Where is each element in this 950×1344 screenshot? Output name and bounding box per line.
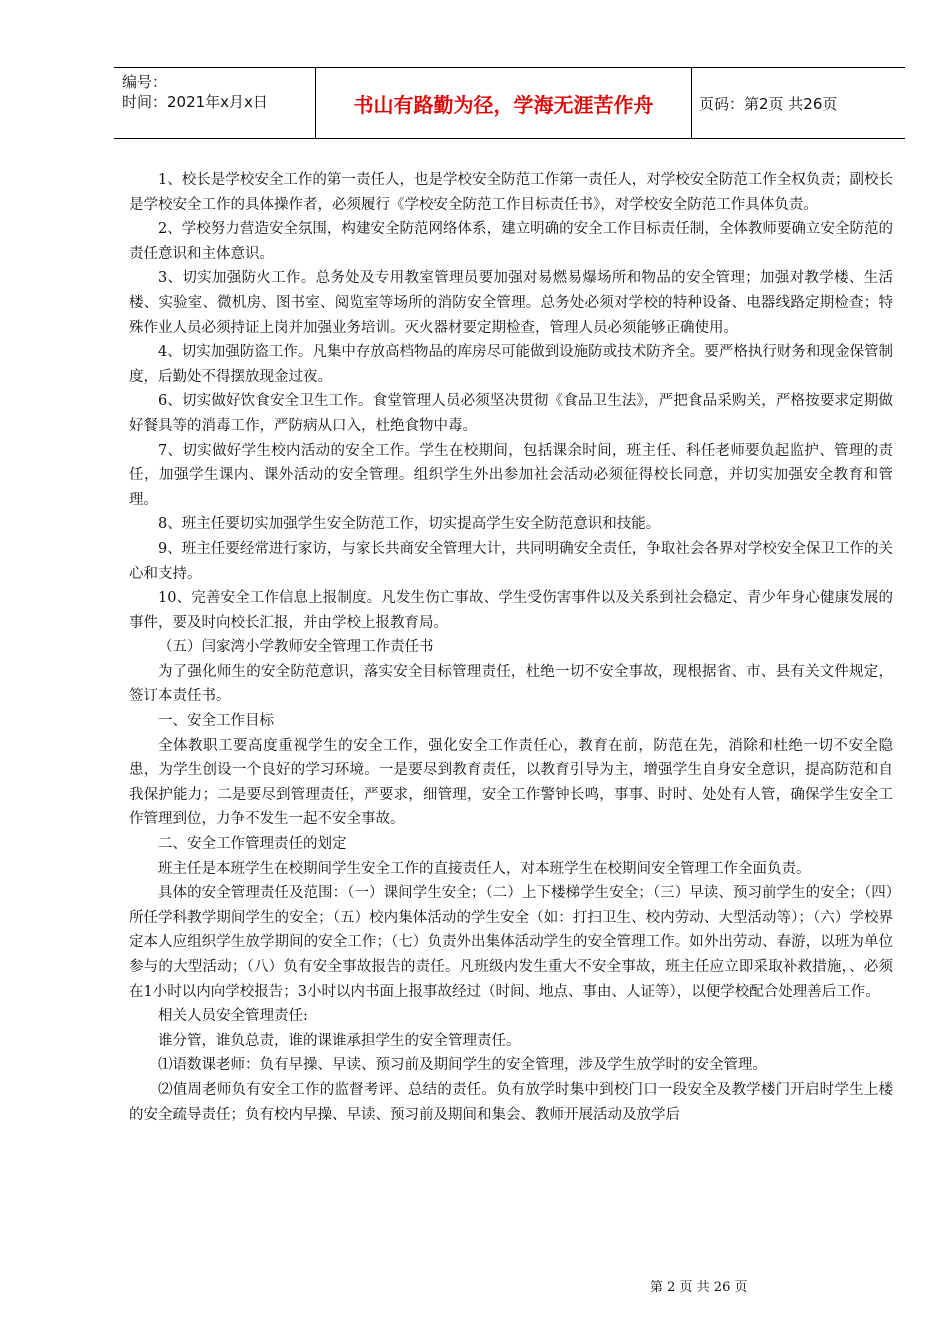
paragraph: 班主任是本班学生在校期间学生安全工作的直接责任人，对本班学生在校期间安全管理工作全面负责。 — [158, 860, 811, 877]
paragraph: 10、完善安全工作信息上报制度。凡发生伤亡事故、学生受伤害事件以及关系到社会稳定、青少年身心健康发展的事件，要及时向校长汇报，并由学校上报教育局。 — [129, 590, 893, 631]
paragraph: 谁分管，谁负总责，谁的课谁承担学生的安全管理责任。 — [158, 1032, 521, 1049]
paragraph: 为了强化师生的安全防范意识，落实安全目标管理责任，杜绝一切不安全事故，现根据省、市、县有关文件规定，签订本责任书。 — [129, 663, 893, 705]
paragraph: 4、切实加强防盗工作。凡集中存放高档物品的库房尽可能做到设施防或技术防齐全。要严格执行财务和现金保管制度，后勤处不得摆放现金过夜。 — [129, 344, 893, 385]
document-time: 时间：2021年x月x日 — [122, 93, 268, 111]
paragraph: 相关人员安全管理责任: — [158, 1008, 308, 1025]
header-page-info: 页码：第2页 共26页 — [699, 94, 838, 113]
paragraph: 全体教职工要高度重视学生的安全工作，强化安全工作责任心，教育在前，防范在先，消除和杜绝一切不安全隐患，为学生创设一个良好的学习环境。一是要尽到教育责任，以教育引导为主，增强学生自身安全意识，提高防范和自我保护能力；二是要尽到管理责任，严要求，细管理，安全工作警钟长鸣，事事、时时、处处有人管，确保学生安全工作管理到位，力争不发生一起不安全事故。 — [129, 737, 893, 828]
page-footer: 第 2 页 共 26 页 — [650, 1280, 748, 1295]
header-divider — [691, 68, 692, 138]
paragraph: ⑵值周老师负有安全工作的监督考评、总结的责任。负有放学时集中到校门口一段安全及教学楼门开启时学生上楼的安全疏导责任；负有校内早操、早读、预习前及期间和集会、教师开展活动及放学后 — [129, 1081, 893, 1123]
paragraph: 1、校长是学校安全工作的第一责任人，也是学校安全防范工作第一责任人，对学校安全防范工作全权负责；副校长是学校安全工作的具体操作者，必须履行《学校安全防范工作目标责任书》，对学校安全防范工作具体负责。 — [129, 172, 893, 213]
paragraph: ⑴语数课老师：负有早操、早读、预习前及期间学生的安全管理，涉及学生放学时的安全管理。 — [158, 1057, 767, 1074]
paragraph: 2、学校努力营造安全氛围，构建安全防范网络体系，建立明确的安全工作目标责任制，全体教师要确立安全防范的责任意识和主体意识。 — [129, 221, 893, 262]
paragraph: 7、切实做好学生校内活动的安全工作。学生在校期间，包括课余时间，班主任、科任老师要负起监护、管理的责任，加强学生课内、课外活动的安全管理。组织学生外出参加社会活动必须征得校长同意，并切实加强安全教育和管理。 — [129, 442, 893, 508]
header-meta — [122, 72, 268, 112]
section-heading: 二、安全工作管理责任的划定 — [158, 836, 347, 853]
header-motto: 书山有路勤为径，学海无涯苦作舟 — [353, 92, 654, 117]
paragraph: 9、班主任要经常进行家访，与家长共商安全管理大计，共同明确安全责任，争取社会各界对学校安全保卫工作的关心和支持。 — [129, 540, 893, 582]
section-heading: （五）闫家湾小学教师安全管理工作责任书 — [158, 639, 434, 656]
document-body — [129, 168, 893, 1127]
paragraph: 8、班主任要切实加强学生安全防范工作，切实提高学生安全防范意识和技能。 — [158, 516, 661, 533]
paragraph: 具体的安全管理责任及范围：（一）课间学生安全；（二）上下楼梯学生安全；（三）早读、预习前学生的安全；（四）所任学科教学期间学生的安全；（五）校内集体活动的学生安全（如：打扫卫生、校内劳动、大型活动等）；（六）学校界定本人应组织学生放学期间的安全工作；（七）负责外出集体活动学生的安全管理工作。如外出劳动、春游，以班为单位参与的大型活动；（八）负有安全事故报告的责任。凡班级内发生重大不安全事故，班主任应立即采取补救措施，、必须在1小时以内向学校报告；3小时以内书面上报事故经过（时间、地点、事由、人证等），以便学校配合处理善后工作。 — [129, 885, 893, 1000]
paragraph: 6、切实做好饮食安全卫生工作。食堂管理人员必须坚决贯彻《食品卫生法》，严把食品采购关，严格按要求定期做好餐具等的消毒工作，严防病从口入，杜绝食物中毒。 — [129, 393, 893, 434]
document-number: 编号： — [122, 73, 168, 91]
page-header — [114, 67, 905, 139]
section-heading: 一、安全工作目标 — [158, 713, 274, 730]
paragraph: 3、切实加强防火工作。总务处及专用教室管理员要加强对易燃易爆场所和物品的安全管理；加强对教学楼、生活楼、实验室、微机房、图书室、阅览室等场所的消防安全管理。总务处必须对学校的特种设备、电器线路定期检查；特殊作业人员必须持证上岗并加强业务培训。灭火器材要定期检查，管理人员必须能够正确使用。 — [129, 270, 893, 336]
